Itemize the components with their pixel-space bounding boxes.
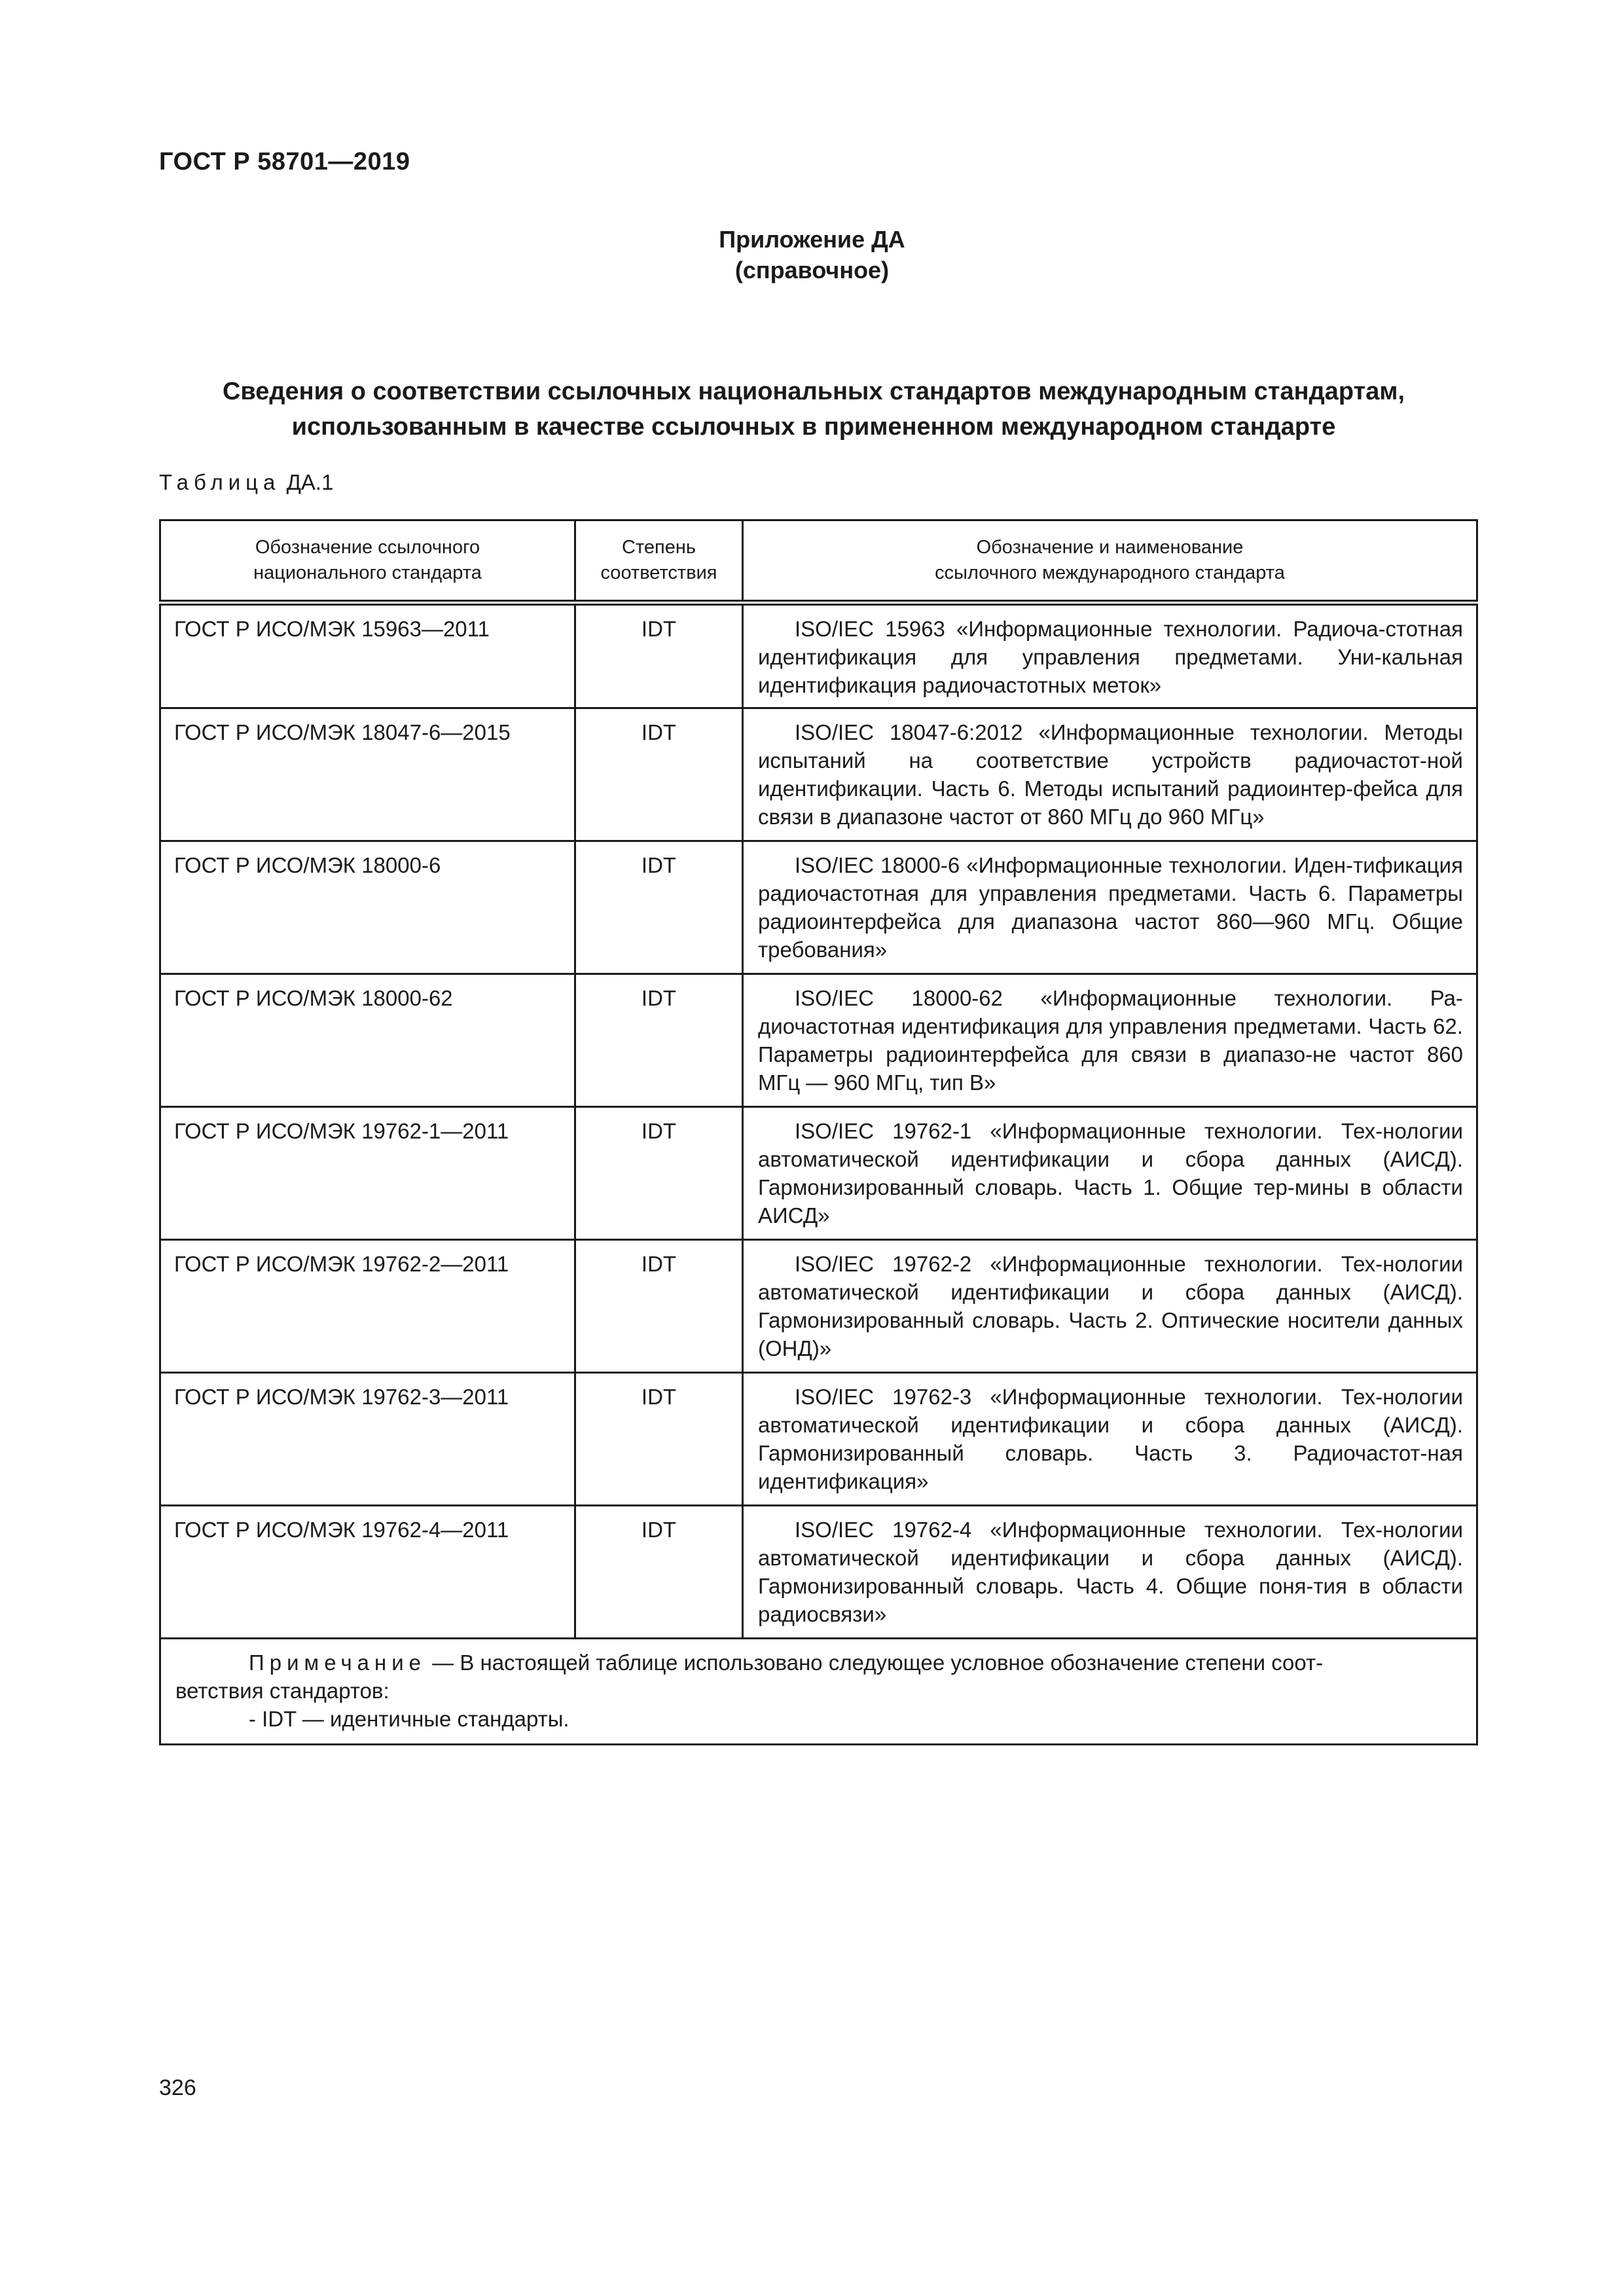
international-standard-text: ISO/IEC 18047-6:2012 «Информационные технологии. Методы испытаний на соответствие устройств радиочастот-ной идентификации. Часть 6. Методы испытаний радиоинтер-фейса для связи в диапазоне частот от 860 МГц до 960 МГц»	[758, 720, 1463, 829]
table-note	[160, 1639, 1477, 1745]
international-standard-text: ISO/IEC 19762-2 «Информационные технологии. Тех-нологии автоматической идентификации и сбора данных (АИСД). Гармонизированный словарь. Часть 2. Оптические носители данных (ОНД)»	[758, 1252, 1463, 1360]
international-standard-cell	[743, 1506, 1477, 1639]
degree-cell: IDT	[575, 974, 743, 1107]
national-standard-cell: ГОСТ Р ИСО/МЭК 19762-3—2011	[160, 1373, 575, 1506]
table-caption	[159, 470, 333, 495]
national-standard-cell: ГОСТ Р ИСО/МЭК 19762-1—2011	[160, 1107, 575, 1240]
degree-cell: IDT	[575, 1373, 743, 1506]
degree-cell: IDT	[575, 1506, 743, 1639]
header-degree-line-2: соответствия	[600, 562, 717, 583]
national-standard-cell: ГОСТ Р ИСО/МЭК 19762-4—2011	[160, 1506, 575, 1639]
header-national-line-2: национального стандарта	[253, 562, 482, 583]
appendix-title: Приложение ДА	[719, 226, 905, 253]
note-item-text: - IDT — идентичные стандарты.	[249, 1707, 569, 1731]
note-text-line-1: — В настоящей таблице использовано следующее условное обозначение степени соот-	[426, 1650, 1324, 1675]
international-standard-cell	[743, 1107, 1477, 1240]
note-text-line-2: ветствия стандартов:	[175, 1679, 389, 1703]
header-international-standard	[743, 520, 1477, 603]
international-standard-cell	[743, 1373, 1477, 1506]
table-row	[160, 603, 1477, 708]
national-standard-cell: ГОСТ Р ИСО/МЭК 15963—2011	[160, 603, 575, 708]
section-title-line-1: Сведения о соответствии ссылочных национальных стандартов международным стандартам,	[222, 378, 1405, 405]
national-standard-cell: ГОСТ Р ИСО/МЭК 18000-6	[160, 841, 575, 974]
degree-cell: IDT	[575, 603, 743, 708]
international-standard-text: ISO/IEC 18000-62 «Информационные технологии. Ра-диочастотная идентификация для управления предметами. Часть 62. Параметры радиоинтерфейса для связи в диапазо-не частот 860 МГц — 960 МГц, тип В»	[758, 986, 1463, 1095]
international-standard-cell	[743, 708, 1477, 841]
table-row	[160, 841, 1477, 974]
table-row	[160, 974, 1477, 1107]
appendix-heading	[0, 224, 1624, 285]
international-standard-text: ISO/IEC 19762-4 «Информационные технологии. Тех-нологии автоматической идентификации и сбора данных (АИСД). Гармонизированный словарь. Часть 4. Общие поня-тия в области радиосвязи»	[758, 1518, 1463, 1626]
international-standard-text: ISO/IEC 15963 «Информационные технологии. Радиоча-стотная идентификация для управления предметами. Уни-кальная идентификация радиочастотных меток»	[758, 617, 1463, 697]
international-standard-text: ISO/IEC 18000-6 «Информационные технологии. Иден-тификация радиочастотная для управления предметами. Часть 6. Параметры радиоинтерфейса для диапазона частот 860—960 МГц. Общие требования»	[758, 853, 1463, 962]
degree-cell: IDT	[575, 1240, 743, 1373]
table-row	[160, 1506, 1477, 1639]
header-national-standard	[160, 520, 575, 603]
table-header-row	[160, 520, 1477, 603]
international-standard-cell	[743, 1240, 1477, 1373]
national-standard-cell: ГОСТ Р ИСО/МЭК 18047-6—2015	[160, 708, 575, 841]
degree-cell: IDT	[575, 841, 743, 974]
table-caption-label: Таблица	[159, 470, 281, 494]
table-note-row	[160, 1639, 1477, 1745]
note-label: Примечание	[249, 1650, 427, 1675]
table-row	[160, 1373, 1477, 1506]
page-number: 326	[159, 2075, 196, 2100]
international-standard-cell	[743, 974, 1477, 1107]
degree-cell: IDT	[575, 1107, 743, 1240]
document-code: ГОСТ Р 58701—2019	[159, 148, 410, 175]
table-row	[160, 1240, 1477, 1373]
appendix-type: (справочное)	[734, 257, 890, 283]
table-row	[160, 708, 1477, 841]
header-degree	[575, 520, 743, 603]
international-standard-cell	[743, 603, 1477, 708]
national-standard-cell: ГОСТ Р ИСО/МЭК 18000-62	[160, 974, 575, 1107]
header-degree-line-1: Степень	[622, 537, 696, 558]
international-standard-cell	[743, 841, 1477, 974]
section-title-line-2: использованным в качестве ссылочных в примененном международном стандарте	[291, 413, 1336, 441]
degree-cell: IDT	[575, 708, 743, 841]
header-national-line-1: Обозначение ссылочного	[255, 537, 480, 558]
international-standard-text: ISO/IEC 19762-1 «Информационные технологии. Тех-нологии автоматической идентификации и сбора данных (АИСД). Гармонизированный словарь. Часть 1. Общие тер-мины в области АИСД»	[758, 1119, 1463, 1228]
header-international-line-1: Обозначение и наименование	[976, 537, 1244, 558]
header-international-line-2: ссылочного международного стандарта	[935, 562, 1285, 583]
reference-standards-table	[159, 519, 1478, 1745]
national-standard-cell: ГОСТ Р ИСО/МЭК 19762-2—2011	[160, 1240, 575, 1373]
note-line-1	[175, 1649, 1463, 1677]
note-item	[175, 1705, 1463, 1733]
table-caption-number: ДА.1	[286, 470, 334, 494]
international-standard-text: ISO/IEC 19762-3 «Информационные технологии. Тех-нологии автоматической идентификации и сбора данных (АИСД). Гармонизированный словарь. Часть 3. Радиочастот-ная идентификация»	[758, 1385, 1463, 1493]
table-row	[160, 1107, 1477, 1240]
section-title	[159, 374, 1468, 445]
